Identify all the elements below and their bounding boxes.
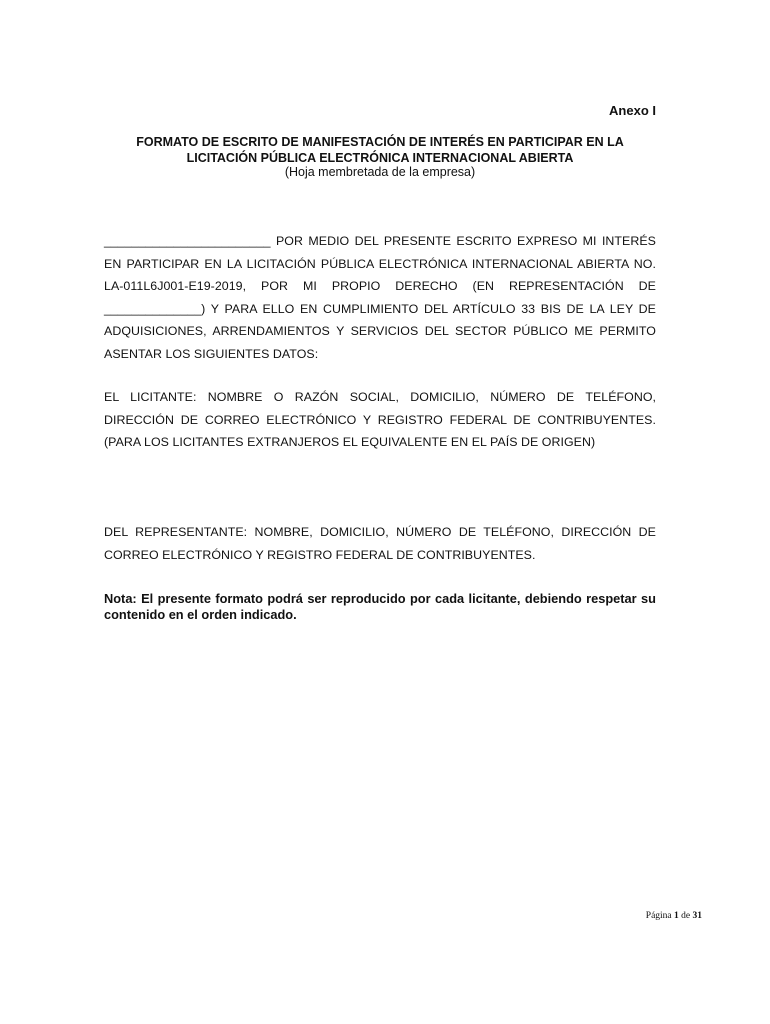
page-word: Página	[645, 911, 672, 921]
bidder-data-paragraph: EL LICITANTE: NOMBRE O RAZÓN SOCIAL, DOMICILIO, NÚMERO DE TELÉFONO, DIRECCIÓN DE CORREO ELECTRÓNICO Y REGISTRO FEDERAL DE CONTRIBUYENTES. (PARA LOS LICITANTES EXTRANJEROS EL EQUIVALENTE EN EL PAÍS DE ORIGEN)	[104, 390, 656, 450]
note-paragraph: Nota: El presente formato podrá ser reproducido por cada licitante, debiendo respetar su contenido en el orden indicado.	[104, 591, 656, 622]
representative-data-paragraph: DEL REPRESENTANTE: NOMBRE, DOMICILIO, NÚMERO DE TELÉFONO, DIRECCIÓN DE CORREO ELECTRÓNICO Y REGISTRO FEDERAL DE CONTRIBUYENTES.	[104, 525, 656, 562]
title-line-2: LICITACIÓN PÚBLICA ELECTRÓNICA INTERNACIONAL ABIERTA	[186, 151, 574, 165]
declaration-paragraph: ________________________ POR MEDIO DEL PRESENTE ESCRITO EXPRESO MI INTERÉS EN PARTICIPAR EN LA LICITACIÓN PÚBLICA ELECTRÓNICA INTERNACIONAL ABIERTA NO. LA-011L6J001-E19-2019, POR MI PROPIO DERECHO (EN REPRESENTACIÓN DE ______________) Y PARA ELLO EN CUMPLIMIENTO DEL ARTÍCULO 33 BIS DE LA LEY DE ADQUISICIONES, ARRENDAMIENTOS Y SERVICIOS DEL SECTOR PÚBLICO ME PERMITO ASENTAR LOS SIGUIENTES DATOS:	[104, 234, 656, 361]
document-title	[104, 134, 656, 166]
total-pages-number: 31	[692, 911, 702, 921]
document-subtitle: (Hoja membretada de la empresa)	[284, 165, 476, 179]
of-word: de	[681, 911, 691, 921]
current-page-number: 1	[674, 911, 679, 921]
title-line-1: FORMATO DE ESCRITO DE MANIFESTACIÓN DE INTERÉS EN PARTICIPAR EN LA	[136, 135, 624, 149]
page-number-footer	[556, 911, 702, 921]
annex-label: Anexo I	[609, 103, 656, 118]
